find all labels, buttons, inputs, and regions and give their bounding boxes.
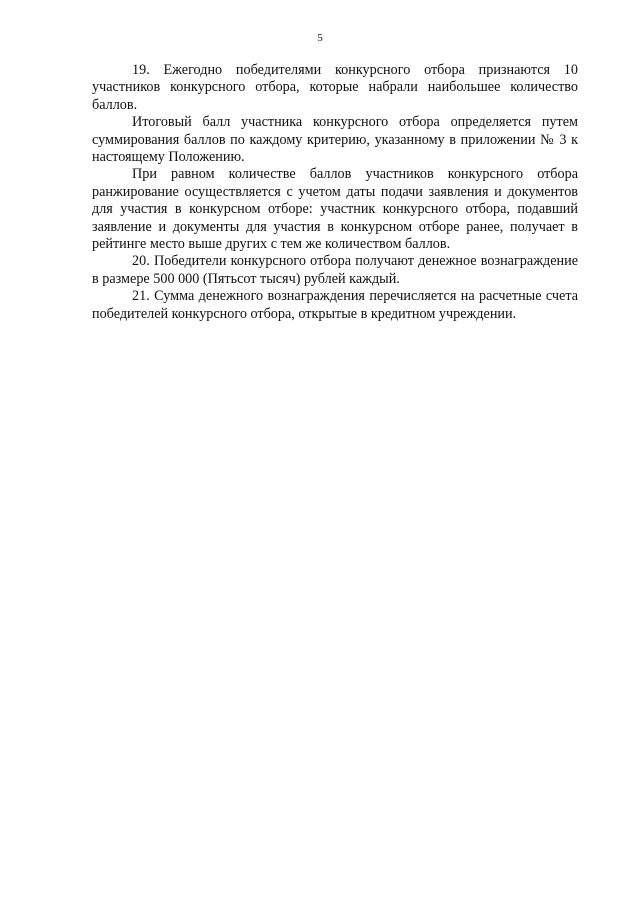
document-body [92,62,578,323]
page-number: 5 [317,32,323,44]
paragraph-21: 21. Сумма денежного вознаграждения перечисляется на расчетные счета победителей конкурсного отбора, открытые в кредитном учреждении. [92,288,578,322]
paragraph-total-score: Итоговый балл участника конкурсного отбора определяется путем суммирования баллов по каждому критерию, указанному в приложении № 3 к настоящему Положению. [92,114,578,166]
paragraph-tie-ranking: При равном количестве баллов участников конкурсного отбора ранжирование осуществляется с учетом даты подачи заявления и документов для участия в конкурсном отборе: участник конкурсного отбора, подавший заявление и документы для участия в конкурсном отборе ранее, получает в рейтинге место выше других с тем же количеством баллов. [92,166,578,253]
paragraph-19: 19. Ежегодно победителями конкурсного отбора признаются 10 участников конкурсного отбора, которые набрали наибольшее количество баллов. [92,62,578,113]
paragraph-20: 20. Победители конкурсного отбора получают денежное вознаграждение в размере 500 000 (Пятьсот тысяч) рублей каждый. [92,253,578,287]
